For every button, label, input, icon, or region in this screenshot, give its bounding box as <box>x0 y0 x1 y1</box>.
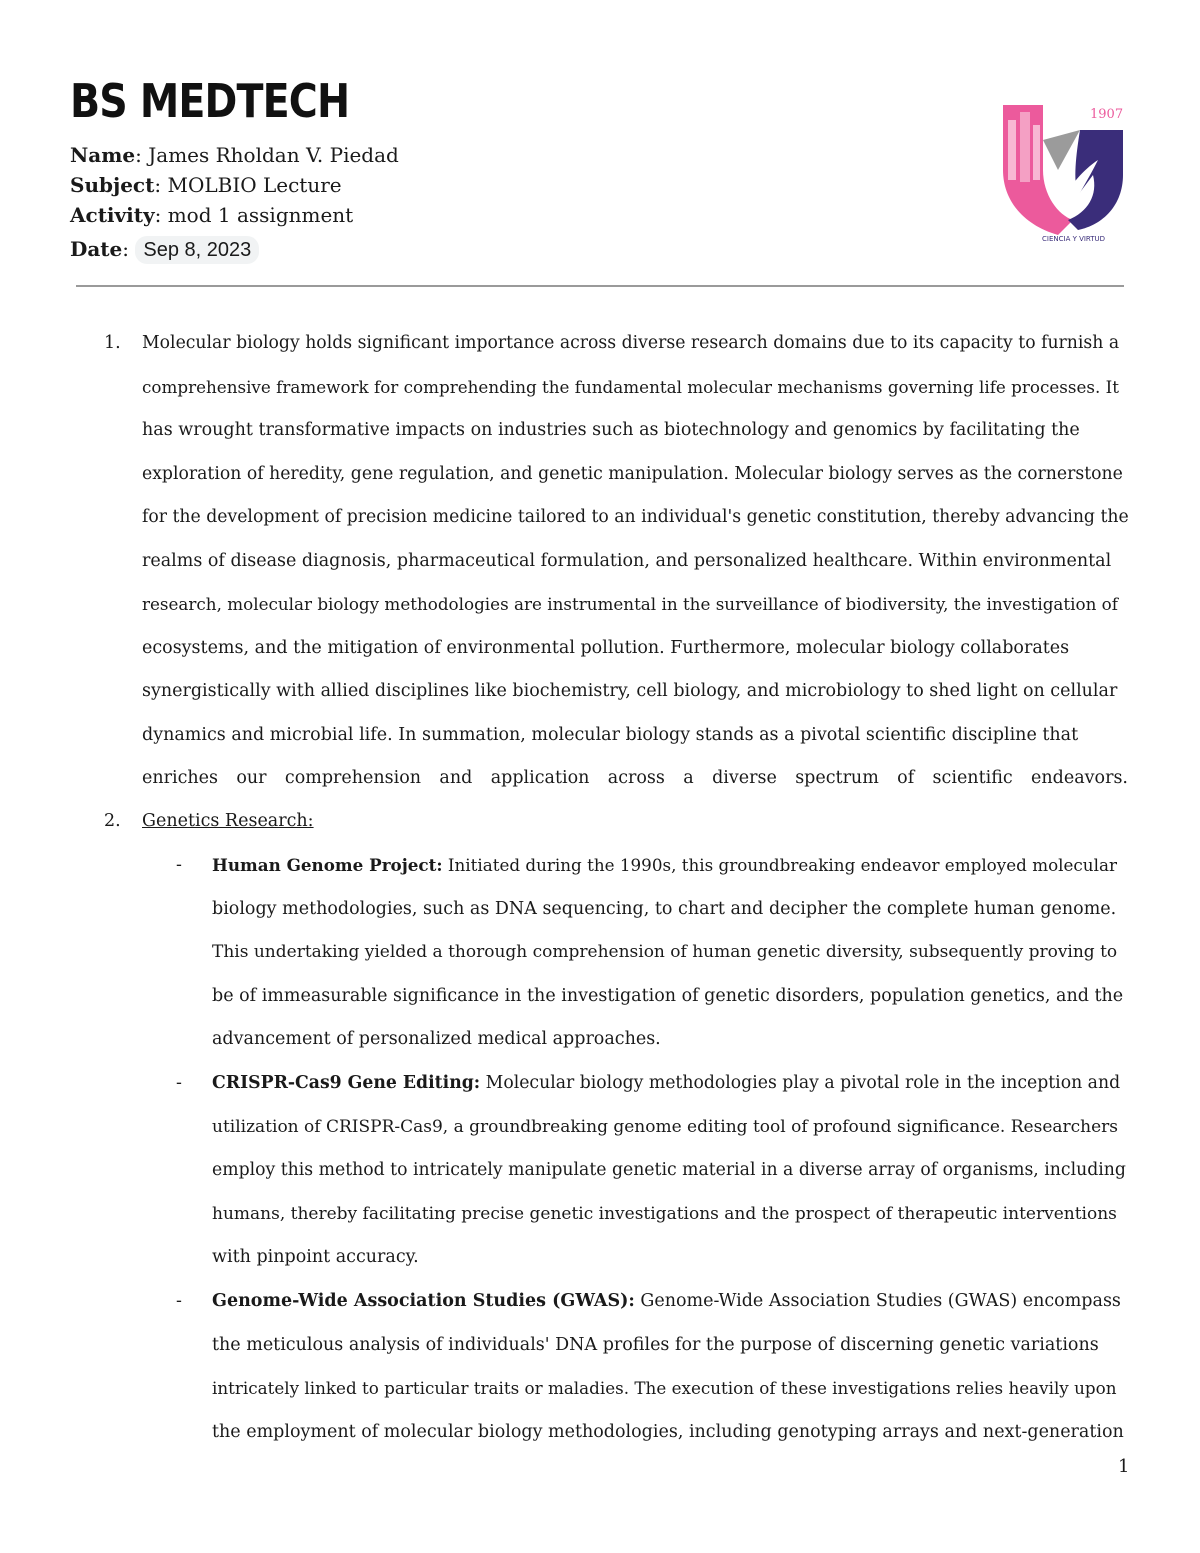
paragraph-line: research, molecular biology methodologies are instrumental in the surveillance of biodiversity, the investigation of <box>142 594 1118 614</box>
paragraph-line: ecosystems, and the mitigation of environmental pollution. Furthermore, molecular biology collaborates <box>142 637 1070 658</box>
date-field: Date: Sep 8, 2023 <box>70 234 399 264</box>
bullet-dash: - <box>176 1291 182 1311</box>
paragraph-1 <box>142 322 1128 801</box>
paragraph-line: for the development of precision medicine tailored to an individual's genetic constitution, thereby advancing the <box>142 507 1129 527</box>
header-fields <box>70 140 399 264</box>
activity-field: Activity: mod 1 assignment <box>70 203 354 227</box>
name-field: Name: James Rholdan V. Piedad <box>70 143 399 167</box>
bullet-human-genome-project: Human Genome Project: Initiated during the 1990s, this groundbreaking endeavor employed molecular biology methodologies, such as DNA sequencing, to chart and decipher the complete human genome. This undertaking yielded a thorough comprehension of human genetic diversity, subsequently proving to be of immeasurable significance in the investigation of genetic disorders, population genetics, and the advancement of personalized medical approaches. <box>212 855 1124 1049</box>
bullet-term: Genome-Wide Association Studies (GWAS): <box>212 1291 635 1311</box>
logo-motto: CIENCIA Y VIRTUD <box>1042 235 1106 243</box>
paragraph-line: has wrought transformative impacts on industries such as biotechnology and genomics by facilitating the <box>142 420 1080 440</box>
list-number-2: 2. <box>104 811 121 831</box>
bullet-crispr-cas9: CRISPR-Cas9 Gene Editing: Molecular biology methodologies play a pivotal role in the inception and utilization of CRISPR-Cas9, a groundbreaking genome editing tool of profound significance. Researchers employ this method to intricately manipulate genetic material in a diverse array of organisms, including humans, thereby facilitating precise genetic investigations and the prospect of therapeutic interventions with pinpoint accuracy. <box>212 1073 1126 1267</box>
paragraph-line: realms of disease diagnosis, pharmaceutical formulation, and personalized healthcare. Within environmental <box>142 550 1112 571</box>
paragraph-line: enriches our comprehension and application across a diverse spectrum of scientific endeavors. <box>142 768 1128 788</box>
header-divider <box>76 285 1124 287</box>
paragraph-line: comprehensive framework for comprehending the fundamental molecular mechanisms governing life processes. It <box>142 376 1119 397</box>
university-crest-logo <box>998 100 1128 245</box>
paragraph-line: Molecular biology holds significant importance across diverse research domains due to its capacity to furnish a <box>142 333 1120 353</box>
section-heading: Genetics Research: <box>142 811 314 831</box>
subject-field: Subject: MOLBIO Lecture <box>70 173 342 197</box>
bullet-gwas: Genome-Wide Association Studies (GWAS): Genome-Wide Association Studies (GWAS) encompass the meticulous analysis of individuals' DNA profiles for the purpose of discerning genetic variations intricately linked to particular traits or maladies. The execution of these investigations relies heavily upon the employment of molecular biology methodologies, including genotyping arrays and next-generation <box>212 1291 1124 1442</box>
bullet-term: Human Genome Project: <box>212 855 443 875</box>
page-number: 1 <box>1118 1456 1130 1477</box>
bullet-term: CRISPR-Cas9 Gene Editing: <box>212 1073 481 1093</box>
document-title: BS MEDTECH <box>70 74 350 128</box>
paragraph-line: exploration of heredity, gene regulation, and genetic manipulation. Molecular biology serves as the cornerstone <box>142 463 1123 484</box>
date-chip[interactable]: Sep 8, 2023 <box>135 236 259 264</box>
list-number-1: 1. <box>104 333 121 353</box>
logo-year: 1907 <box>1090 107 1124 122</box>
paragraph-line: dynamics and microbial life. In summation, molecular biology stands as a pivotal scientific discipline that <box>142 724 1079 745</box>
bullet-dash: - <box>176 855 182 875</box>
paragraph-line: synergistically with allied disciplines like biochemistry, cell biology, and microbiology to shed light on cellular <box>142 681 1118 701</box>
bullet-dash: - <box>176 1073 182 1093</box>
